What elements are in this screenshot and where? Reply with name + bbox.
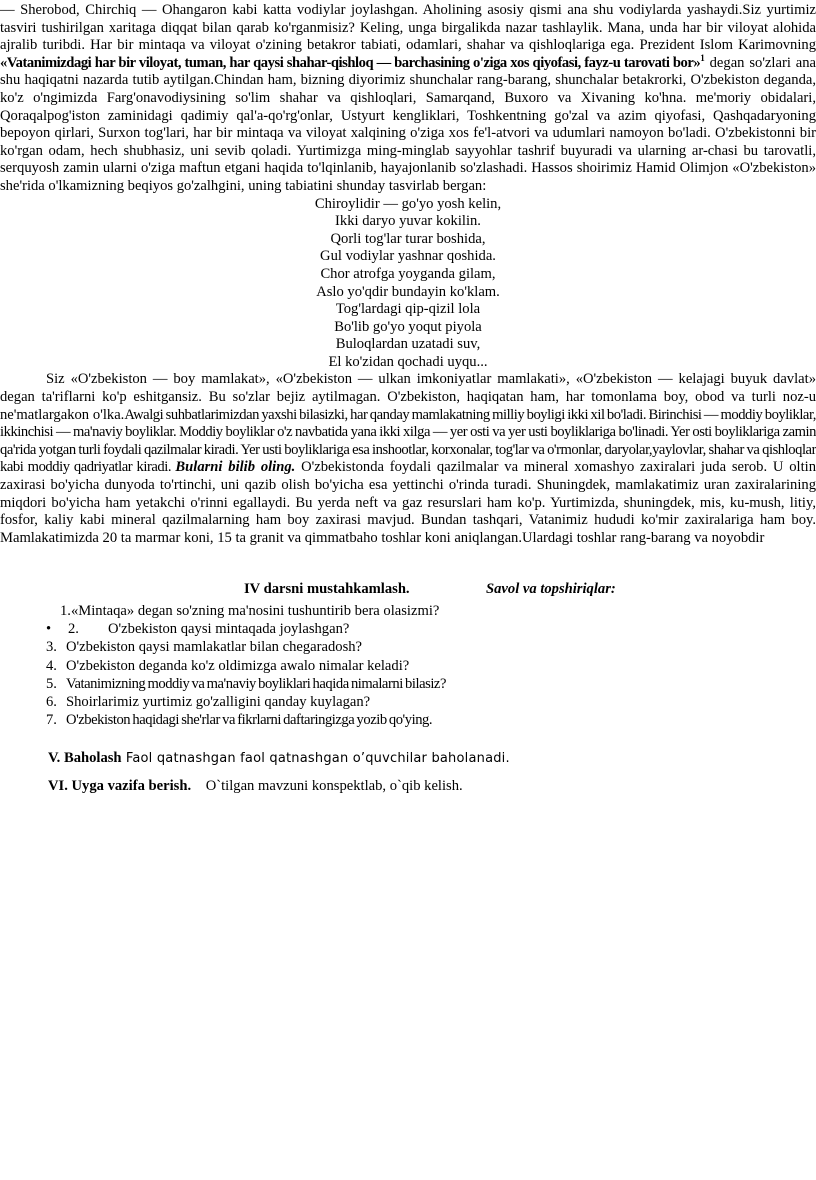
homework-label: VI. Uyga vazifa berish.: [48, 778, 192, 794]
president-quote: «Vatanimizdagi har bir viloyat, tuman, har qaysi shahar-qishloq — barchasining o'ziga xos qiyofasi, fayz-u tarovati bor»: [0, 54, 701, 71]
poem-line: Ikki daryo yuvar kokilin.: [335, 213, 481, 230]
poem-line: Buloqlardan uzatadi suv,: [335, 336, 481, 353]
poem-line: Bo'lib go'yo yoqut piyola: [334, 318, 482, 335]
section-consolidation: [0, 581, 816, 601]
poem-line: Tog'lardagi qip-qizil lola: [335, 301, 481, 318]
question-item: [0, 620, 816, 638]
question-2: O'zbekiston qaysi mintaqada joylashgan?: [108, 621, 350, 638]
question-item: [0, 602, 816, 620]
poem-line: Chor atrofga yoyganda gilam,: [320, 265, 496, 282]
minerals-text: O'zbekistonda foydali qazilmalar va mineral xomashyo zaxiralari juda serob. U oltin zaxirasi bo'yicha dunyoda to'rtinchi, uni qazib olish bo'yicha esa yettinchi o'rinda turadi. Shuningdek, mamlakatimiz uran zaxiralarining miqdori bo'yicha ham yetakchi o'rinni egallaydi. Bu yerda neft va gaz resurslari ham ko'p. Yurtimizda, shuningdek, mis, ku-mush, litiy, fosfor, kaliy kabi mineral qazilmalarning ham boy zaxirasi mavjud. Bundan tashqari, Vatanimiz hududi ko'mir zaxiralariga ham boy. Mamlakatimizda 20 ta marmar koni, 15 ta granit va qimmatbaho toshlar koni aniqlangan.Ulardagi toshlar rang-barang va noyobdir: [0, 459, 816, 546]
question-number: 7.: [46, 712, 57, 729]
question-item: [0, 675, 816, 693]
question-item: [0, 638, 816, 656]
question-item: [0, 657, 816, 675]
quote-continuation: degan so'zlari ana shu haqiqatni nazarda tutib aytilgan.: [0, 54, 816, 89]
question-text: O'zbekiston haqidagi she'rlar va fikrlarni daftaringizga yozib qo'ying.: [66, 712, 433, 729]
question-item: [0, 693, 816, 711]
footnote-ref: 1: [700, 52, 705, 63]
paragraph-wealth: [0, 371, 816, 547]
wealth-intro: Siz «O'zbekiston — boy mamlakat», «O'zbekiston — ulkan imkoniyatlar mamlakati», «O'zbekiston — kelajagi buyuk davlat» degan ta'riflarni ko'p eshitgansiz. Bu so'zlar bejiz aytilmagan. O'zbekiston, haqiqatan ham, har tomonlama boy, obod va turli noz-u ne'matlargakon o'lka.: [0, 371, 816, 423]
poem-line: Gul vodiylar yashnar qoshida.: [320, 248, 496, 265]
intro-description: Chindan ham, bizning diyorimiz shunchalar rang-barang, shunchalar betakrorki, O'zbekiston deganda, ko'z o'ngimizda Farg'onavodiysining so'lim shahar va qishloqlari, Samarqand, Buxoro va Xivaning ko'hna. me'moriy obidalari, Qoraqalpog'iston zaminidagi qadimiy qal'a-qo'rg'onlar, Ustyurt kengliklari, Toshkentning go'zal va azim qiyofasi, Qashqadaryoning bepoyon qirlari, Surxon tog'lari, har bir mintaqa va viloyat xalqining o'ziga xos fe'l-atvori va udumlari namoyon bo'ladi. O'zbekistonni bir ko'rgan odam, hech shubhasiz, uni sevib qoladi. Yurtimizga ming-minglab sayyohlar tashrif buyuradi va ularning ar-chasi bu tarovatli, serquyosh zamin ularni o'ziga maftun etgani haqida to'lqinlanib, hayajonlanib so'zlashadi. Hassos shoirimiz Hamid Olimjon «O'zbekiston» she'rida o'lkamizning beqiyos go'zalhgini, uning tabiatini shunday tasvirlab bergan:: [0, 72, 816, 194]
question-number: 2.: [68, 621, 79, 638]
poem-line: Qorli tog'lar turar boshida,: [330, 230, 486, 247]
question-number: 3.: [46, 639, 57, 656]
question-item: [0, 711, 816, 729]
question-number: 4.: [46, 657, 57, 674]
intro-text: — Sherobod, Chirchiq — Ohangaron kabi katta vodiylar joylashgan. Aholining asosiy qismi ana shu vodiylarda yashaydi.Siz yurtimiz tasviri tushirilgan xaritaga diqqat bilan qarab ko'rganmisiz? Keling, unga birgalikda nazar tashlaylik. Mana, unda har bir viloyat alohida ajralib turibdi. Har bir mintaqa va viloyat o'zining betakror tabiati, odamlari, shahar va qishloqlariga ega. Prezident Islom Karimovning: [0, 2, 816, 54]
question-text: O'zbekiston qaysi mamlakatlar bilan chegaradosh?: [66, 639, 363, 656]
question-number: 6.: [46, 693, 57, 710]
poem-line: Aslo yo'qdir bundayin ko'klam.: [316, 283, 500, 300]
section-homework: [48, 777, 808, 795]
assessment-label: V. Baholash: [48, 750, 122, 766]
homework-text: O`tilgan mavzuni konspektlab, o`qib kelish.: [205, 778, 463, 794]
learn-this-callout: Bularni bilib oling.: [175, 459, 296, 476]
question-text: Vatanimizning moddiy va ma'naviy boyliklari haqida nimalarni bilasiz?: [66, 675, 446, 692]
section-assessment: [48, 749, 808, 768]
question-number: 5.: [46, 675, 57, 692]
question-1: 1.«Mintaqa» degan so'zning ma'nosini tushuntirib bera olasizmi?: [60, 603, 440, 619]
main-text: [0, 2, 816, 547]
questions-list: [0, 602, 816, 729]
section-4-heading: IV darsni mustahkamlash.: [244, 581, 410, 597]
bullet-icon: •: [46, 621, 52, 638]
assessment-text: Faol qatnashgan faol qatnashgan o’quvchilar baholanadi.: [121, 751, 510, 766]
poem-line: El ko'zidan qochadi uyqu...: [328, 353, 488, 370]
poem: [0, 196, 816, 372]
poem-line: Chiroylidir — go'yo yosh kelin,: [314, 195, 502, 212]
question-text: Shoirlarimiz yurtimiz go'zalligini qanday kuylagan?: [66, 693, 371, 710]
paragraph-intro: [0, 2, 816, 196]
question-text: O'zbekiston deganda ko'z oldimizga awalo nimalar keladi?: [66, 657, 410, 674]
questions-heading: Savol va topshiriqlar:: [486, 581, 616, 597]
wealth-types: Awalgi suhbatlarimizdan yaxshi bilasizki, har qanday mamlakatning milliy boyligi ikki xil bo'ladi. Birinchisi — moddiy boyliklar, ikkinchisi — ma'naviy boyliklar. Moddiy boyliklar o'z navbatida yana ikki xilga — yer osti va yer usti boyliklariga bo'linadi. Yer osti boyliklariga zamin qa'rida yotgan turli foydali qazilmalar kiradi. Yer usti boyliklariga esa inshootlar, korxonalar, tog'lar va o'rmonlar, daryolar,yaylovlar, shahar va qishloqlar kabi moddiy qadriyatlar kiradi.: [0, 406, 816, 476]
